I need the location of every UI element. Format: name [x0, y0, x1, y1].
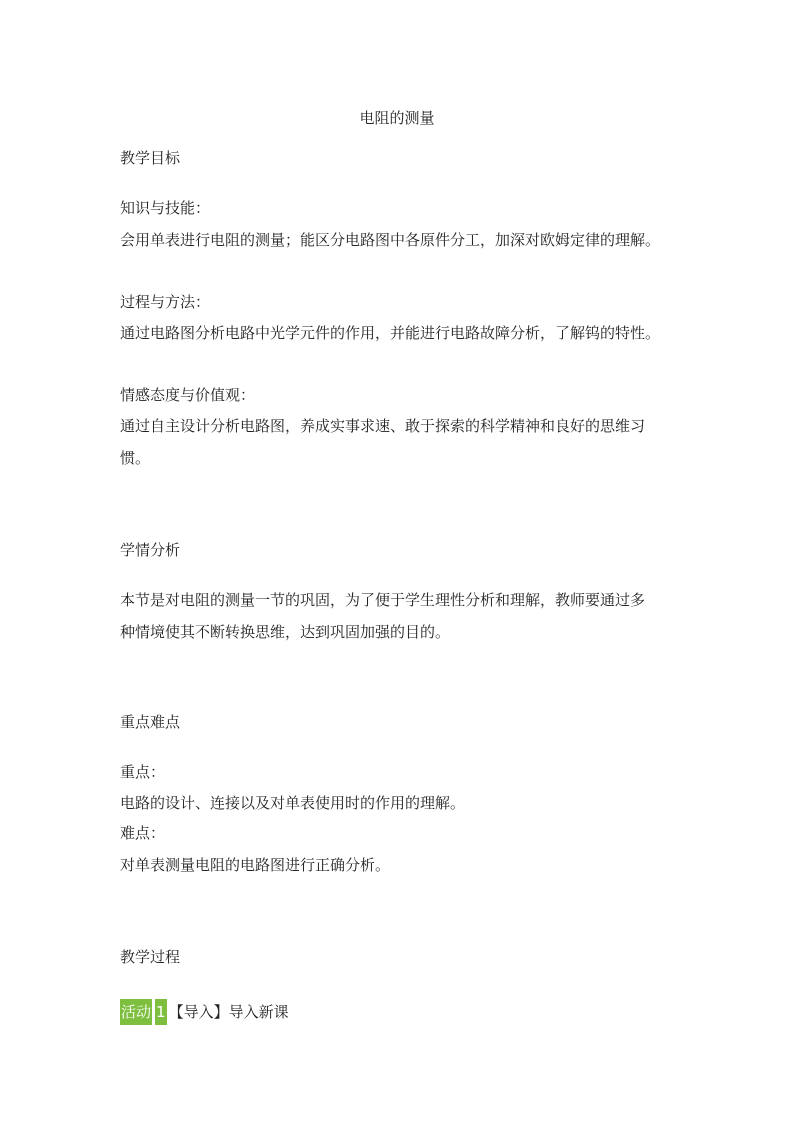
section-heading-analysis: 学情分析 [120, 541, 181, 559]
difficulty-label: 难点： [120, 824, 166, 842]
analysis-text-line-2: 种情境使其不断转换思维，达到巩固加强的目的。 [120, 623, 451, 641]
knowledge-label: 知识与技能： [120, 199, 211, 217]
key-point-label: 重点： [120, 763, 166, 781]
analysis-text-line-1: 本节是对电阻的测量一节的巩固，为了便于学生理性分析和理解，教师要通过多 [120, 591, 646, 609]
activity-tag-badge: 活动 [120, 999, 152, 1025]
process-method-text: 通过电路图分析电路中光学元件的作用，并能进行电路故障分析，了解钨的特性。 [120, 324, 661, 342]
attitude-label: 情感态度与价值观： [120, 386, 256, 404]
attitude-text-line-2: 惯。 [120, 449, 151, 467]
activity-title: 【导入】导入新课 [168, 1003, 289, 1021]
document-title: 电阻的测量 [359, 109, 435, 127]
section-heading-key-points: 重点难点 [120, 713, 181, 731]
process-method-label: 过程与方法： [120, 293, 211, 311]
section-heading-teaching-process: 教学过程 [120, 948, 181, 966]
activity-heading [120, 999, 289, 1025]
key-point-text: 电路的设计、连接以及对单表使用时的作用的理解。 [120, 794, 466, 812]
section-heading-objectives: 教学目标 [120, 149, 181, 167]
knowledge-text: 会用单表进行电阻的测量；能区分电路图中各原件分工，加深对欧姆定律的理解。 [120, 231, 661, 249]
difficulty-text: 对单表测量电阻的电路图进行正确分析。 [120, 856, 391, 874]
activity-number-badge: 1 [155, 999, 167, 1025]
attitude-text-line-1: 通过自主设计分析电路图，养成实事求速、敢于探索的科学精神和良好的思维习 [120, 417, 646, 435]
